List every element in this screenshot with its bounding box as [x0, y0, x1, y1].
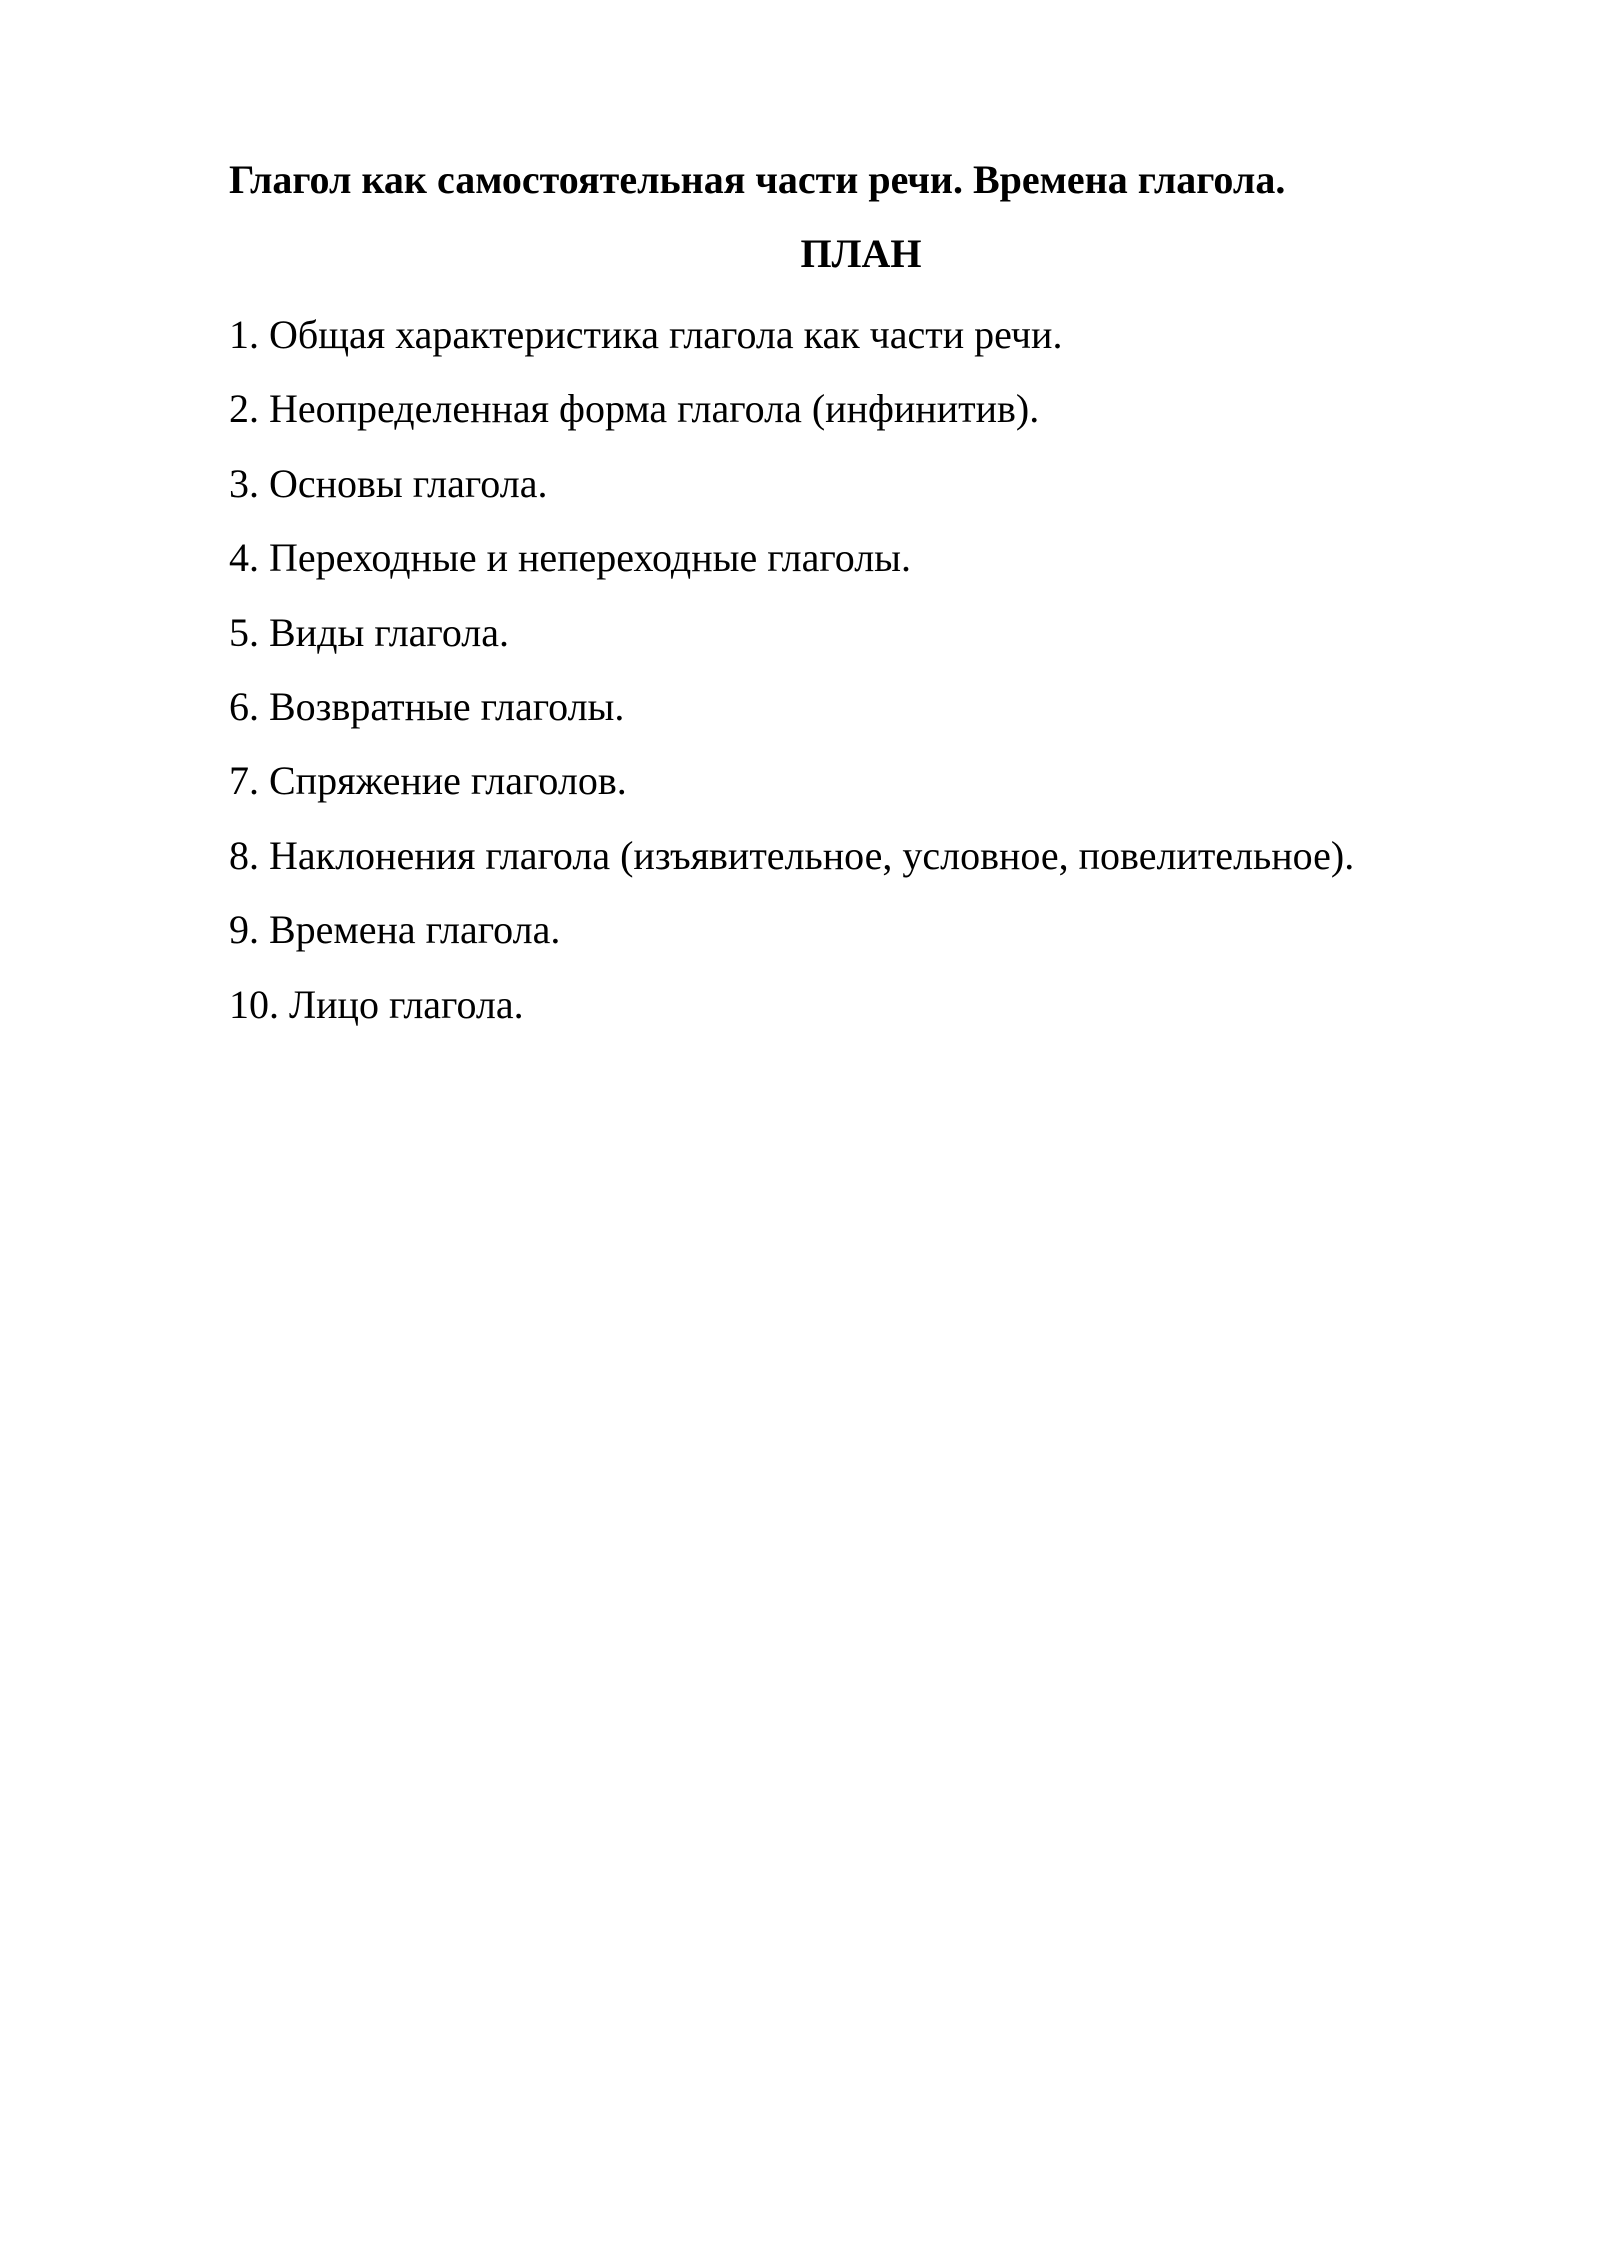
plan-item: 10. Лицо глагола.: [229, 981, 524, 1027]
plan-item: 4. Переходные и непереходные глаголы.: [229, 535, 912, 581]
plan-item: 3. Основы глагола.: [229, 460, 548, 506]
document-title: Глагол как самостоятельная части речи. Времена глагола.: [229, 157, 1286, 202]
plan-item: 1. Общая характеристика глагола как части речи.: [229, 312, 1063, 357]
plan-item: 7. Спряжение глаголов.: [229, 758, 627, 804]
plan-list: [229, 298, 1354, 1042]
plan-heading: ПЛАН: [800, 231, 922, 276]
plan-item: 8. Наклонения глагола (изъявительное, условное, повелительное).: [229, 832, 1355, 878]
plan-item: 2. Неопределенная форма глагола (инфинитив).: [229, 386, 1040, 432]
plan-item: 9. Времена глагола.: [229, 907, 561, 953]
plan-item: 5. Виды глагола.: [229, 609, 509, 655]
plan-item: 6. Возвратные глаголы.: [229, 684, 625, 730]
